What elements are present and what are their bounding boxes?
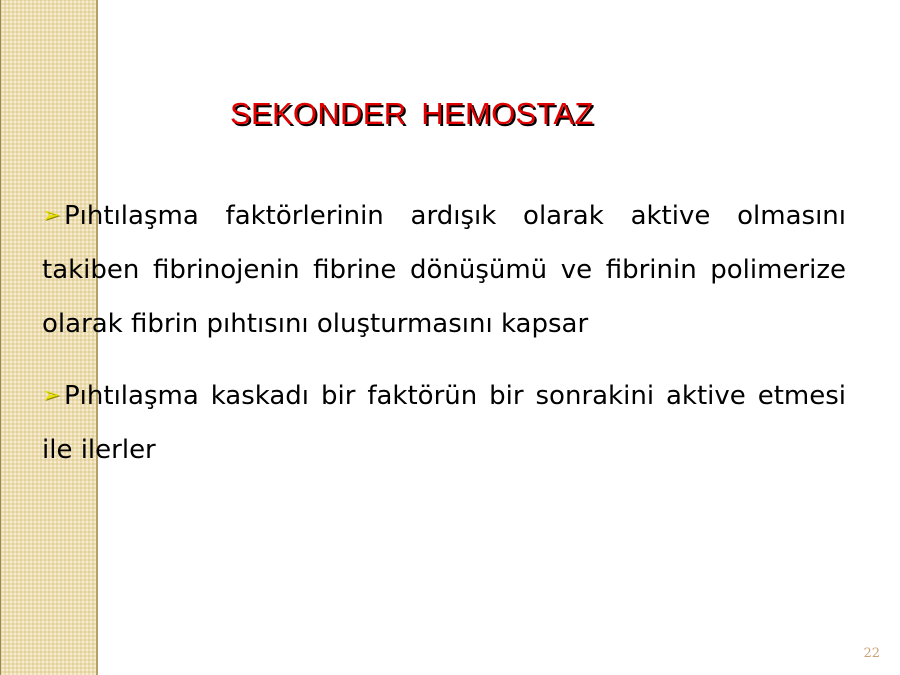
- bullet-item-2: [42, 369, 846, 477]
- bullet-text-2: Pıhtılaşma kaskadı bir faktörün bir sonrakini aktive etmesi ile ilerler: [42, 381, 846, 465]
- arrow-bullet-icon: ➢: [42, 383, 61, 408]
- arrow-bullet-icon: ➢: [42, 203, 61, 228]
- bullet-text-1: Pıhtılaşma faktörlerinin ardışık olarak aktive olmasını takiben fibrinojenin fibrine dönüşümü ve fibrinin polimerize olarak fibrin pıhtısını oluşturmasını kapsar: [42, 201, 846, 339]
- bullet-item-1: [42, 189, 846, 351]
- slide-title: SEKONDER HEMOSTAZ: [230, 96, 594, 131]
- page-number: 22: [863, 646, 880, 661]
- slide-content: [42, 189, 846, 495]
